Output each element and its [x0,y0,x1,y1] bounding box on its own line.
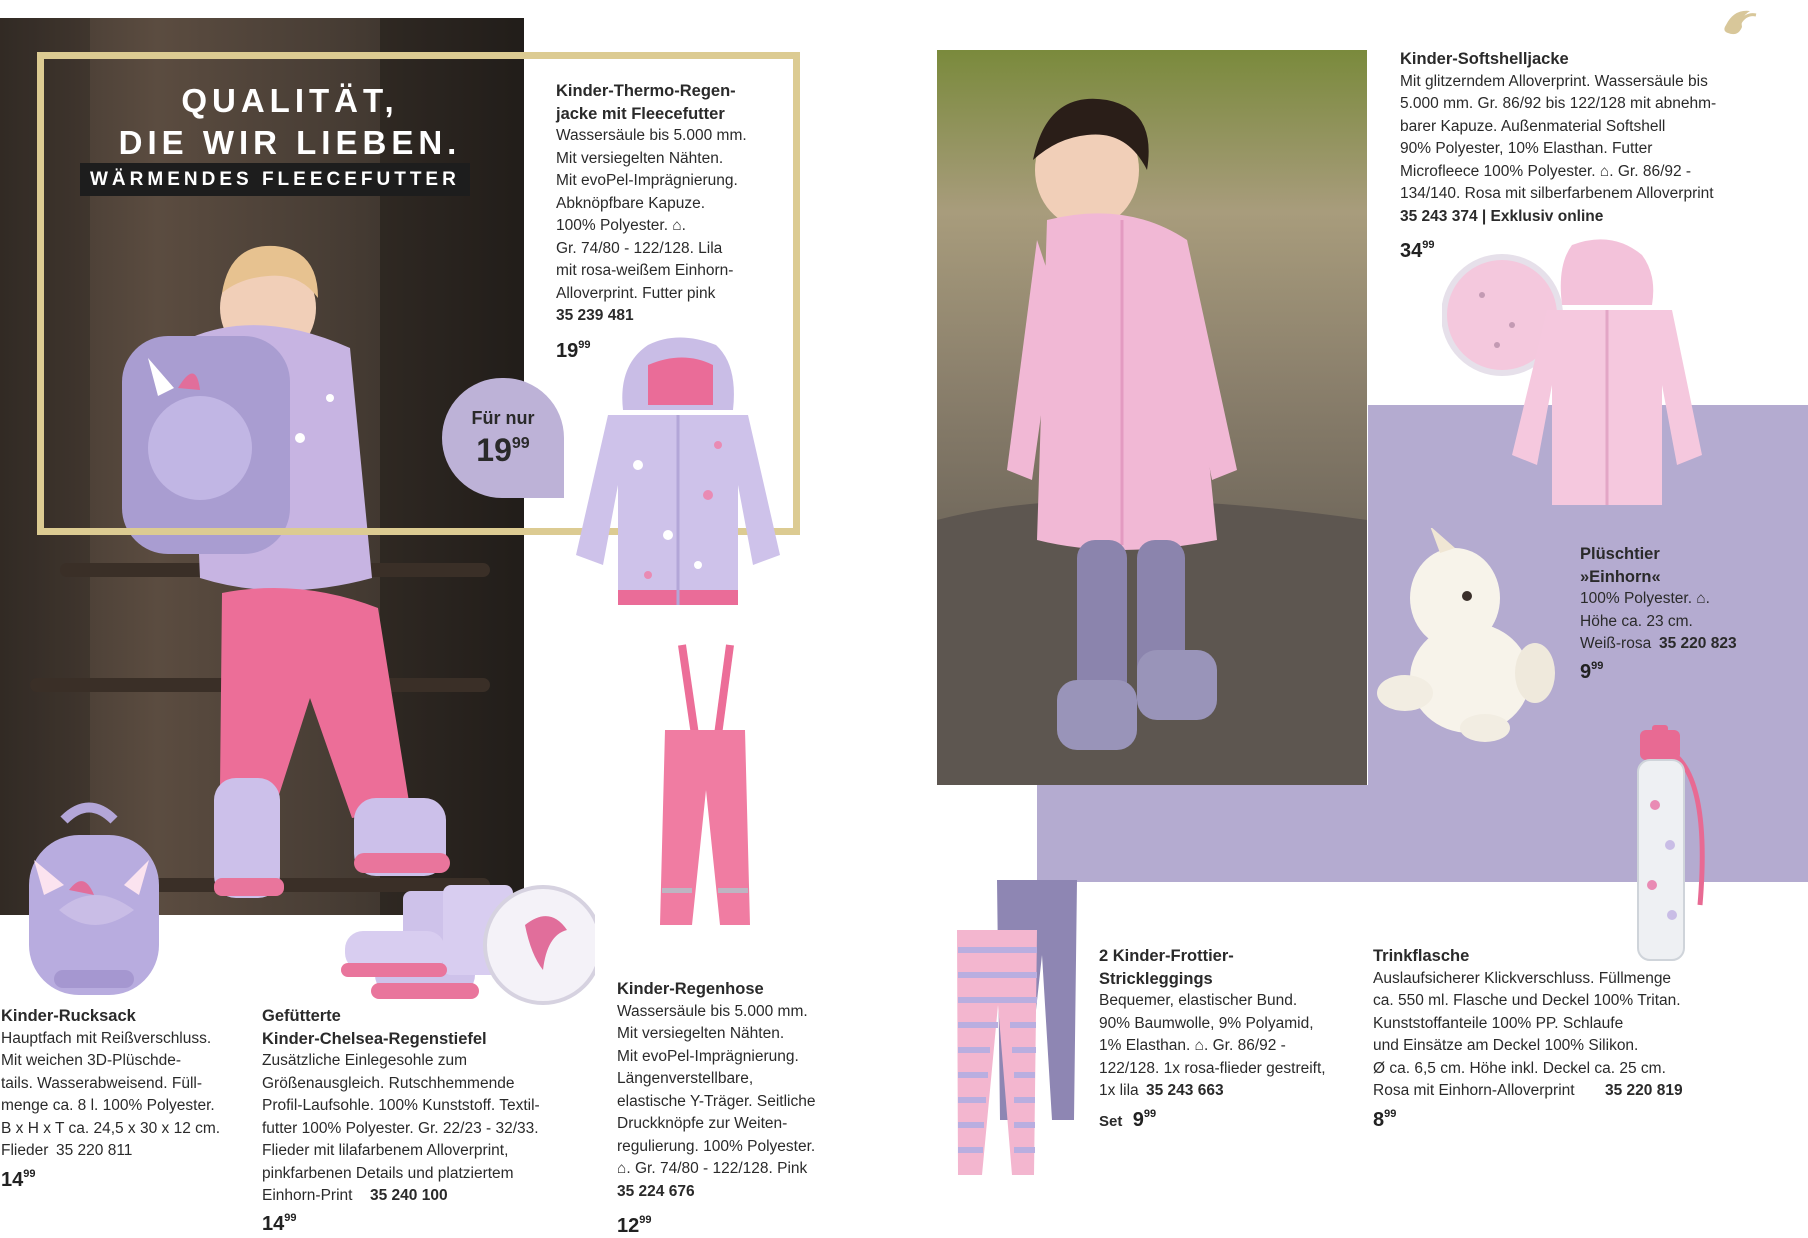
article-number: 35 239 481 [556,307,634,324]
price-prefix: Set [1099,1113,1123,1130]
product-flasche [1373,945,1753,1103]
product-price: $34^{99}$ [1400,239,1435,262]
badge-label: Für nur [471,408,535,428]
hero-subline: WÄRMENDES FLEECEFUTTER [80,163,470,196]
product-desc: Mit glitzerndem Alloverprint. Wassersäule bis 5.000 mm. Gr. 86/92 bis 122/128 mit abnehm- barer Kapuze. Außenmaterial Softshell 90% Polyester, 10% Elasthan. Futter Microfleece 100% Polyester. ⌂. Gr. 86/92 - 134/140. Rosa mit silberfarbenem Alloverprint [1400,72,1717,202]
product-title: Kinder-Rucksack [1,1007,136,1025]
product-desc: 100% Polyester. ⌂. Höhe ca. 23 cm. Weiß-rosa [1580,590,1710,652]
rucksack-image[interactable] [14,800,164,1000]
article-number: 35 220 819 [1605,1082,1683,1099]
article-number: 35 220 823 [1659,635,1737,652]
product-desc: Auslaufsicherer Klickverschluss. Füllmenge ca. 550 ml. Flasche und Deckel 100% Tritan. Kunststoffanteile 100% PP. Schlaufe und Einsätze am Deckel 100% Silikon. Ø ca. 6,5 cm. Höhe inkl. Deckel ca. 25 cm. Rosa mit Einhorn-Alloverprint [1373,969,1681,1099]
regenhose-image[interactable] [650,640,760,940]
product-price: $14^{99}$ [262,1212,297,1235]
flasche-image[interactable] [1630,725,1720,965]
product-desc: Zusätzliche Einlegesohle zum Größenausgleich. Rutschhemmende Profil-Laufsohle. 100% Kunststoff. Textil- futter 100% Polyester. Gr. 22/23 - 32/33. Flieder mit lilafarbenem Alloverprint, pinkfarbenen Details und platziertem Einhorn-Print [262,1052,540,1204]
product-price: Set $9^{99}$ [1099,1108,1157,1131]
article-number: 35 240 100 [370,1187,448,1204]
product-thermo-jacke [556,80,796,362]
product-price: $9^{99}$ [1580,660,1604,683]
product-title: 2 Kinder-Frottier- Strickleggings [1099,947,1234,988]
girl-photo [937,50,1367,785]
pluesch-image[interactable] [1375,528,1555,748]
product-title: Gefütterte Kinder-Chelsea-Regenstiefel [262,1007,487,1048]
product-price: $14^{99}$ [1,1168,36,1191]
leggings-image[interactable] [952,875,1082,1180]
girl-figure [937,50,1367,785]
product-regenhose [617,978,847,1238]
product-desc: Wassersäule bis 5.000 mm. Mit versiegelten Nähten. Mit evoPel-Imprägnierung. Abknöpfbare Kapuze. 100% Polyester. ⌂. Gr. 74/80 - 122/128. Lila mit rosa-weißem Einhorn- Alloverprint. Futter pink [556,127,747,302]
article-number: 35 243 663 [1146,1082,1224,1099]
product-price: $8^{99}$ [1373,1108,1397,1131]
product-stiefel [262,1005,562,1208]
thermo-jacket-image[interactable] [548,335,808,615]
product-title: Kinder-Thermo-Regen- jacke mit Fleecefutter [556,82,736,123]
product-desc: Wassersäule bis 5.000 mm. Mit versiegelten Nähten. Mit evoPel-Imprägnierung. Längenverstellbare, elastische Y-Träger. Seitliche Druckknöpfe zur Weiten- regulierung. 100% Polyester. ⌂. Gr. 74/80 - 122/128. Pink [617,1002,816,1177]
product-price: $19^{99}$ [556,338,591,362]
softshell-image[interactable] [1442,235,1712,515]
product-title: Kinder-Regenhose [617,980,764,998]
product-title: Plüschtier »Einhorn« [1580,545,1661,586]
product-rucksack [1,1005,241,1163]
product-price: $12^{99}$ [617,1214,652,1237]
hero-headline [80,80,500,164]
tchibo-logo-icon [1720,3,1760,39]
badge-price: $19^{99}$ [476,432,530,468]
article-number: 35 243 374 | Exklusiv online [1400,207,1604,225]
article-number: 35 220 811 [56,1142,133,1159]
product-title: Kinder-Softshelljacke [1400,50,1569,68]
product-leggings [1099,945,1359,1103]
stiefel-image[interactable] [335,875,595,1015]
headline-line-1: QUALITÄT, [181,82,399,119]
headline-line-2: DIE WIR LIEBEN. [118,124,462,161]
product-desc: Bequemer, elastischer Bund. 90% Baumwolle, 9% Polyamid, 1% Elasthan. ⌂. Gr. 86/92 - 122/128. 1x rosa-flieder gestreift, 1x lila [1099,992,1326,1099]
article-number: 35 224 676 [617,1182,695,1200]
product-desc: Hauptfach mit Reißverschluss. Mit weichen 3D-Plüschde- tails. Wasserabweisend. Füll- menge ca. 8 l. 100% Polyester. B x H x T ca. 24,5 x 30 x 12 cm. Flieder [1,1029,221,1159]
price-badge [442,378,564,498]
product-title: Trinkflasche [1373,947,1470,965]
product-softshell [1400,48,1800,263]
lilac-panel [1037,785,1368,882]
